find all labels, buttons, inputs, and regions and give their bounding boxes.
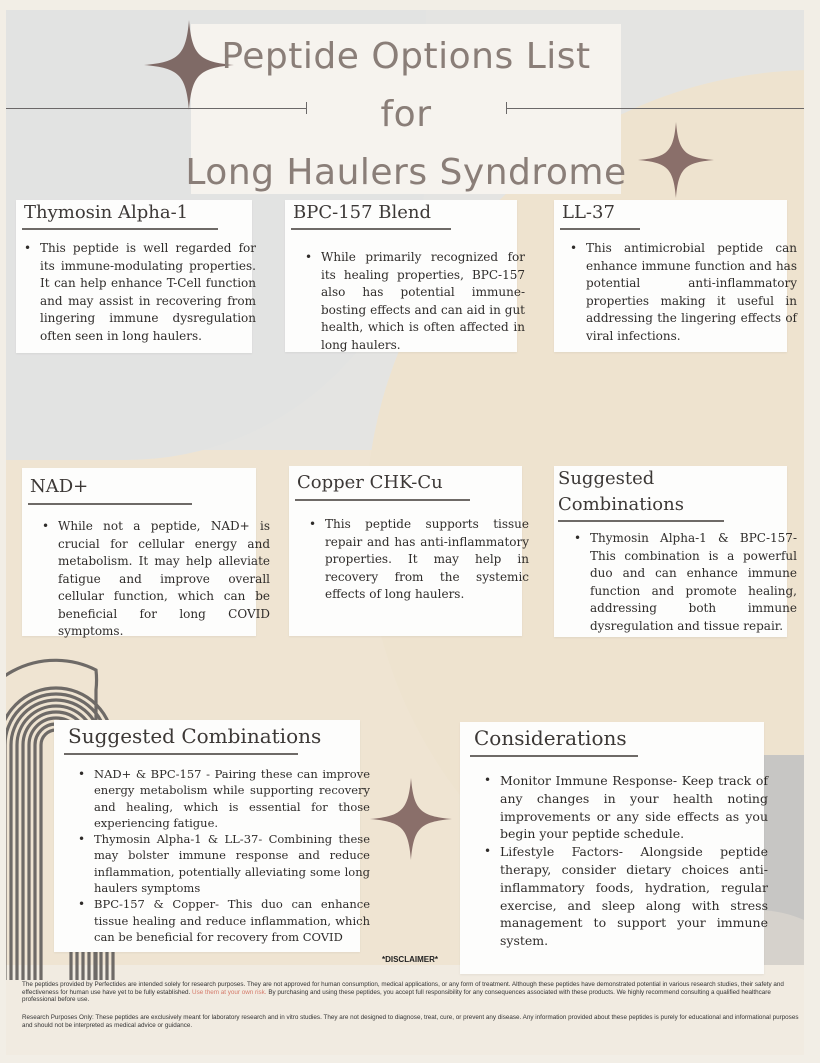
title-underline <box>295 499 470 501</box>
list-item: • Monitor Immune Response- Keep track of any changes in your health noting improvements or any side effects as you begin your peptide schedule. <box>500 772 768 843</box>
title-underline <box>291 228 451 230</box>
card-bpc157 <box>285 200 525 352</box>
title-underline <box>22 228 218 230</box>
card-title: Copper CHK-Cu <box>297 472 443 493</box>
card-title: BPC-157 Blend <box>293 202 432 223</box>
list-item: • NAD+ & BPC-157 - Pairing these can improve energy metabolism while supporting recovery and healing, which is essential for those experiencing fatigue. <box>94 766 370 831</box>
card-title: LL-37 <box>562 202 615 223</box>
disclaimer-text: The peptides provided by Perfectides are intended solely for research purposes. They are not approved for human consumption, medical applications, or any form of treatment. Although these peptides have demonstrated potential in various research studies, their safety and effectiveness for human use have yet to be fully established. <box>22 981 784 996</box>
card-title <box>558 466 684 518</box>
list-item: • This peptide supports tissue repair and has anti-inflammatory properties. It may help in recovery from the systemic effects of long haulers. <box>325 516 529 604</box>
title-underline <box>28 503 192 505</box>
card-title: NAD+ <box>30 476 89 497</box>
disclaimer-text: By purchasing and using these peptides, you accept full responsibility for any consequences associated with these products. We highly recommend consulting a qualified healthcare professional before use. <box>22 988 771 1004</box>
card-considerations <box>460 722 768 974</box>
research-purposes-paragraph: Research Purposes Only: These peptides are exclusively meant for laboratory research and in vitro studies. They are not designed to diagnose, treat, cure, or prevent any disease. Any information provided about these peptides is purely for educational and informational purposes and should not be interpreted as medical advice or guidance. <box>22 1014 799 1029</box>
card-nad <box>22 468 270 638</box>
title-line-3: Long Haulers Syndrome <box>185 152 627 193</box>
card-ll37 <box>554 200 797 352</box>
four-point-star-icon <box>370 778 452 860</box>
card-title: Thymosin Alpha-1 <box>24 202 189 223</box>
title-underline <box>64 753 298 755</box>
background-footer-band <box>6 965 804 1055</box>
bullet-list <box>24 240 256 345</box>
page-title <box>156 28 656 202</box>
bullet-list <box>309 516 529 604</box>
list-item: • While primarily recognized for its healing properties, BPC-157 also has potential immune-bosting effects and can aid in gut health, which is often affected in long haulers. <box>321 249 525 354</box>
card-title-line: Suggested <box>558 468 655 489</box>
bullet-list <box>305 249 525 354</box>
title-underline <box>558 520 724 522</box>
list-item: • Thymosin Alpha-1 & BPC-157- This combination is a powerful duo and can enhance immune function and promote healing, addressing both immune dysregulation and tissue repair. <box>590 530 797 635</box>
page-background <box>6 10 804 1055</box>
card-suggested-combinations-small <box>554 466 797 637</box>
card-title: Suggested Combinations <box>68 724 322 748</box>
card-suggested-combinations-large <box>54 720 370 952</box>
disclaimer-warning: Use them at your own risk. <box>192 988 267 996</box>
title-underline <box>470 755 638 757</box>
list-item: • Thymosin Alpha-1 & LL-37- Combining these may bolster immune response and reduce inflammation, potentially alleviating some long haulers symptoms <box>94 831 370 896</box>
list-item: • Lifestyle Factors- Alongside peptide therapy, consider dietary choices anti-inflammatory foods, hydration, regular exercise, and sleep along with stress management to support your immune system. <box>500 843 768 950</box>
title-line-2: for <box>380 94 432 135</box>
list-item: • This antimicrobial peptide can enhance immune function and has potential anti-inflammatory properties making it useful in addressing the lingering effects of viral infections. <box>586 240 797 345</box>
list-item: • BPC-157 & Copper- This duo can enhance tissue healing and reduce inflammation, which can be beneficial for recovery from COVID <box>94 896 370 945</box>
title-line-1: Peptide Options List <box>221 36 591 77</box>
card-thymosin <box>16 200 256 353</box>
bullet-list <box>78 766 370 945</box>
disclaimer-paragraph <box>22 981 800 1004</box>
bullet-list <box>570 240 797 345</box>
card-title: Considerations <box>474 726 627 750</box>
title-underline <box>560 228 640 230</box>
list-item: • This peptide is well regarded for its immune-modulating properties. It can help enhance T-Cell function and may assist in recovering from lingering immune dysregulation often seen in long haulers. <box>40 240 256 345</box>
card-title-line: Combinations <box>558 494 684 515</box>
card-copper <box>289 466 529 636</box>
list-item: • While not a peptide, NAD+ is crucial for cellular energy and metabolism. It may help alleviate fatigue and improve overall cellular function, which can be beneficial for long COVID symptoms. <box>58 518 270 641</box>
bullet-list <box>484 772 768 950</box>
bullet-list <box>574 530 797 635</box>
disclaimer-heading: *DISCLAIMER* <box>381 955 438 964</box>
bullet-list <box>42 518 270 641</box>
